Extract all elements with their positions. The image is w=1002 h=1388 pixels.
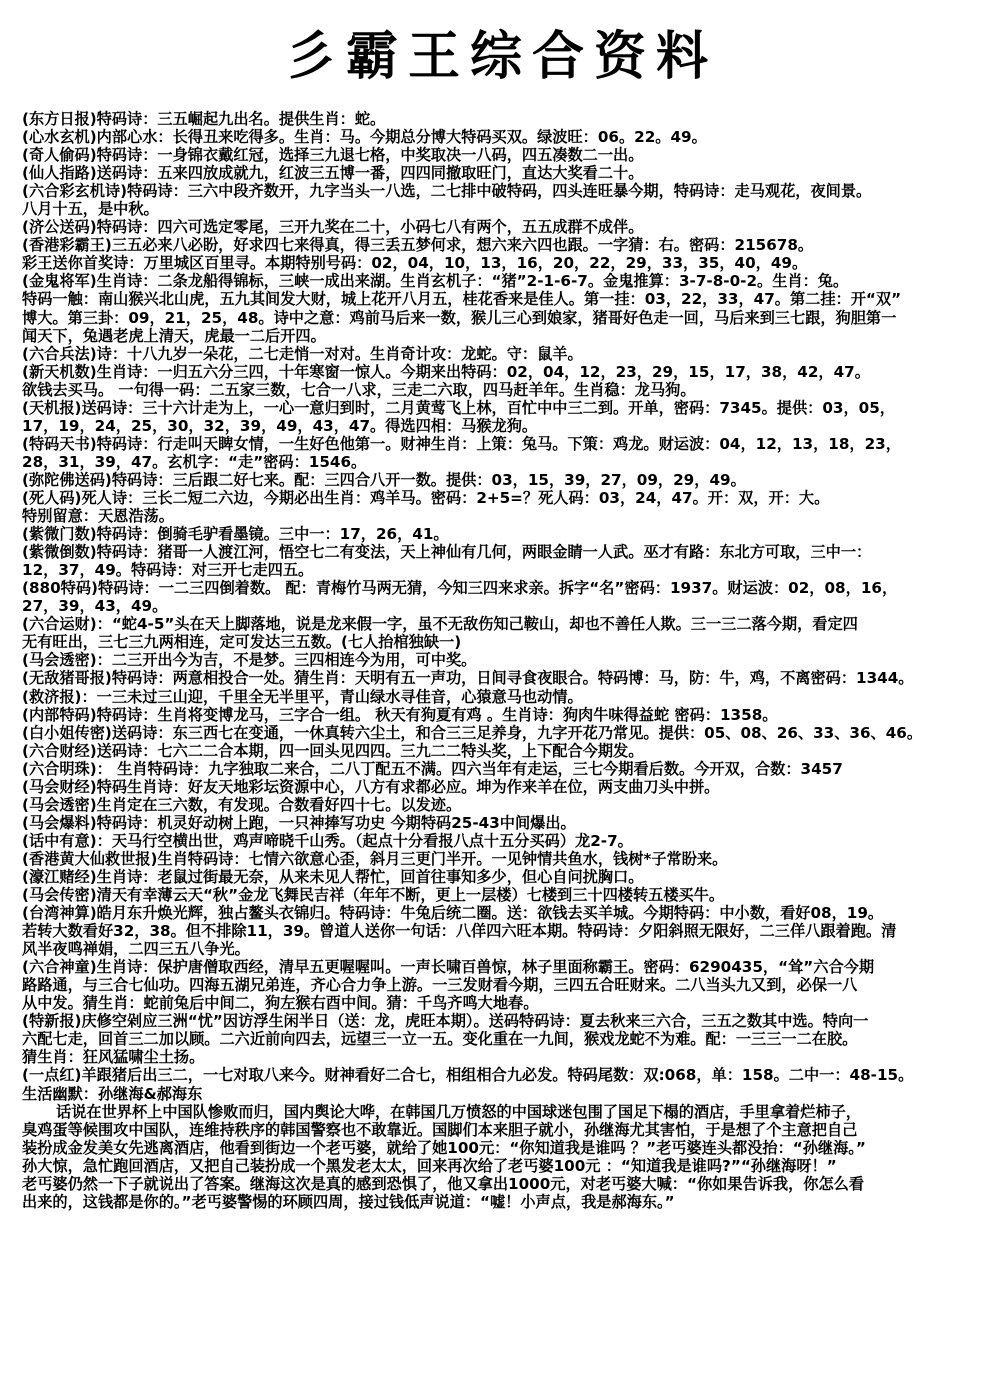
page-title: 彡霸王综合资料 xyxy=(283,26,718,87)
text-line: (六合神童)生肖诗：保护唐僧取西经，清早五更喔喔叫。一声长啸百兽惊，林子里面称霸王。密码：6290435，“耸”六合今期 xyxy=(22,958,875,977)
text-line: (特码天书)特码诗：行走叫天睥女情，一生好色他第一。财神生肖：上策：兔马。下策：鸡龙。财运波：04，12，13，18，23， xyxy=(22,434,901,453)
text-line: 彩王送你首奖诗：万里城区百里寻。本期特别号码：02，04，10，13，16，20，22，29，33，35，40，49。 xyxy=(22,254,808,273)
text-line: 闻天下，兔遇老虎上清天，虎最一二后开四。 xyxy=(22,326,326,345)
story-line: 出来的，这钱都是你的。”老丐婆警惕的环顾四周，接过钱低声说道：“嘘！小声点，我是郝海东。” xyxy=(22,1192,675,1211)
text-line: (话中有意)：天马行空横出世，鸡声啼晓千山秀。（起点十分看报八点十五分买码）龙2-7。 xyxy=(22,831,633,850)
text-line: (奇人偷码)特码诗：一身锦衣戴红冠，选择三九退七格，中奖取决一八码，四五凑数二一出。 xyxy=(22,146,644,165)
text-line: 博大。第三卦：09，21，25，48。诗中之意：鸡前马后来一数，猴儿三心到娘家，猪哥好色走一回，马后来到三七跟，狗胆第一 xyxy=(22,308,897,327)
text-line: 生活幽默：孙继海&郝海东 xyxy=(22,1084,203,1103)
text-line: (金鬼将军)生肖诗：二条龙船得锦标，三峡一成出来湖。生肖玄机子：“猪”2-1-6-7。金鬼推算：3-7-8-0-2。生肖：兔。 xyxy=(22,272,849,291)
story-line: 老丐婆仍然一下子就说出了答案。继海这次是真的感到恐惧了，他又拿出1000元，对老丐婆大喊：“你如果告诉我，你怎么看 xyxy=(22,1174,865,1193)
text-line: (东方日报)特码诗：三五崛起九出名。提供生肖：蛇。 xyxy=(22,110,386,128)
text-line: (内部特码)特码诗：生肖将变博龙马，三字合一组。 秋天有狗夏有鸡 。生肖诗：狗肉牛味得益蛇 密码：1358。 xyxy=(22,705,778,724)
text-line: (紫微倒数)特码诗：猪哥一人渡江河，悟空七二有变法，天上神仙有几何，两眼金睛一人武。巫才有路：东北方可取，三中一： xyxy=(22,543,872,562)
text-line: (六合明珠)： 生肖特码诗：九字独取二来合，二八丁配五不满。四六当年有走运，三七今期看后数。今开双，合数：3457 xyxy=(22,759,843,778)
text-line: (弥陀佛送码)特码诗：三后跟二好七来。配：三四合八开一数。提供：03，15，39，27，09，29，49。 xyxy=(22,470,746,489)
text-line: 六配七走，回首三二加以顾。二六近前向四去，远望三一立一五。变化重在一九间，猴戏龙蛇不为难。配：一三三一二在胶。 xyxy=(22,1030,858,1049)
text-line: (白小姐传密)送码诗：东三西七在变通，一休真转六尘土，和合三三足养身，九字开花乃常见。提供：05、08、26、33、36、46。 xyxy=(22,723,923,742)
text-line: (濠江赌经)生肖诗：老鼠过街最无奈，从来未见人帮忙，回首往事知多少，但心自问扰胸口。 xyxy=(22,867,644,886)
text-line: (台湾神算)皓月东升焕光辉，独占鳌头衣锦归。特码诗：牛兔后统二圈。送：欲钱去买羊城。今期特码：中小数，看好08，19。 xyxy=(22,904,884,923)
text-line: (死人码)死人诗：三长二短二六边，今期必出生肖：鸡羊马。密码：2+5=？死人码：03，24，47。开：双，开：大。 xyxy=(22,488,830,507)
main-content xyxy=(22,110,990,1211)
text-line: (六合兵法)诗：十八九岁一朵花，二七走悄一对对。生肖奇计攻：龙蛇。守：鼠羊。 xyxy=(22,344,583,363)
text-line: 28，31，39，47。玄机字：“走”密码：1546。 xyxy=(22,452,367,471)
text-line: 27，39，43，49。 xyxy=(22,597,168,616)
text-line: (马会透密)：二三开出今为吉，不是梦。三四相连今为用，可中奖。 xyxy=(22,651,477,670)
text-line: (紫微门数)特码诗：倒骑毛驴看墨镜。三中一：17，26，41。 xyxy=(22,525,449,544)
text-line: (马会爆料)特码诗：机灵好动树上跑，一只神捧写功史 今期特码25-43中间爆出。 xyxy=(22,813,576,832)
story-line: 孙大惊，急忙跑回酒店，又把自己装扮成一个黑发老太太，回来再次给了老丐婆100元 ：“知道我是谁吗?”“孙继海呀！” xyxy=(22,1156,837,1175)
text-line: (马会透密)生肖定在三六数，有发现。合数看好四十七。以发迹。 xyxy=(22,795,462,814)
text-line: (天机报)送码诗：三十六计走为上，一心一意归到时，二月黄莺飞上林，百忙中中三二到。开单，密码：7345。提供：03，05， xyxy=(22,398,895,417)
text-line: (新天机数)生肖诗：一归五六分三四，十年寒窗一惊人。今期来出特码：02，04，12，23，29，15，17，38，42，47。 xyxy=(22,362,870,381)
text-line: (济公送码)特码诗：四六可选定零尾，三开九奖在二十，小码七八有两个，五五成群不成伴。 xyxy=(22,218,644,237)
text-line: (马会财经)特码生肖诗：好友天地彩坛资源中心，八方有求都必应。坤为作来羊在位，两支曲刀头中拼。 xyxy=(22,777,720,796)
story-line: 装扮成金发美女先逃离酒店，他看到街边一个老丐婆，就给了她100元：“你知道我是谁吗 ？”老丐婆连头都没抬：“孙继海。” xyxy=(22,1138,866,1157)
text-line: 八月十五，是中秋。 xyxy=(22,200,159,219)
text-line: (马会传密)清天有幸薄云天“秋”金龙飞舞民吉祥（年年不断，更上一层楼）七楼到三十四楼转五楼买牛。 xyxy=(22,886,725,905)
text-line: (一点红)羊跟猪后出三二，一七对取八来今。财神看好二合七，相组相合九必发。特码尾数：双:068，单：158。二中一：48-15。 xyxy=(22,1066,914,1085)
text-line: (无敌猪哥报)特码诗：两意相投合一处。猜生肖：天明有五一声功，日间寻食夜眼合。特码博：马，防：牛，鸡，不离密码：1344。 xyxy=(22,669,914,688)
text-line: 若转大数看好32，38。但不排除11，39。曾道人送你一句话：八佯四六旺本期。特码诗：夕阳斜照无限好，二三佯八跟着跑。清 xyxy=(22,922,897,941)
text-line: 12，37，49。特码诗：对三开七走四五。 xyxy=(22,561,314,580)
story-line: 臭鸡蛋等候围攻中国队，连维持秩序的韩国警察也不敢靠近。国脚们本来胆子就小，孙继海尤其害怕，于是想了个主意把自己 xyxy=(22,1120,858,1139)
text-line: (救济报)：一三未过三山迎，千里全无半里平，青山绿水寻佳音，心猿意马也动情。 xyxy=(22,687,583,706)
text-line: (880特码)特码诗：一二三四倒着数。 配：青梅竹马两无猜，今知三四来求亲。拆字“名”密码：1937。财运波：02，08，16， xyxy=(22,579,898,598)
text-line: (仙人指路)送码诗：五来四放成就九，红波三五博一番，四四同撤取旺门，直达大奖看二十。 xyxy=(22,164,644,183)
story-line: 话说在世界杯上中国队惨败而归，国内舆论大哗，在韩国几万愤怒的中国球迷包围了国足下榻的酒店，手里拿着烂柿子， xyxy=(56,1102,861,1121)
text-line: (特新报)庆修空剁应三洲“忧”因访浮生闲半日（送：龙，虎旺本期）。送码特码诗：夏去秋来三六合，三五之数其中选。特向一 xyxy=(22,1012,869,1031)
text-line: 无有旺出，三七三九两相连，定可发达三五数。(七人抬棺独缺一) xyxy=(22,633,462,652)
text-line: 17，19，24，25，30，32，39，49，43，47。得选四相：马猴龙狗。 xyxy=(22,416,538,435)
text-line: (心水玄机)内部心水：长得丑来吃得多。生肖：马。今期总分博大特码买双。绿波旺：06。22。49。 xyxy=(22,128,707,147)
text-line: 欲钱去买马。 一句得一码：二五家三数，七合一八求，三走二六取，四马赶羊年。生肖稳：龙马狗。 xyxy=(22,380,696,399)
text-line: (香港彩霸王)三五必来八必盼，好求四七来得真，得三丢五梦何求，想六来六四也跟。一字猜：右。密码：215678。 xyxy=(22,236,814,255)
text-line: (六合运财)：“蛇4-5”头在天上脚落地，说是龙来假一字，虽不无敌伤知己鞍山，却也不善任人欺。三一三二落今期，看定四 xyxy=(22,615,858,634)
text-line: 猜生肖：狂风猛啸尘土扬。 xyxy=(22,1048,205,1067)
text-line: 路路通，与三合七仙功。四海五湖兄弟连，齐心合力争上游。一三发财看今期，三四五合旺财来。二八当头九又到，必保一八 xyxy=(22,976,858,995)
text-line: 风半夜鸣禅娟，二四三五八争光。 xyxy=(22,940,250,959)
text-line: (六合财经)送码诗：七六二二合本期，四一回头见四四。三九二二特头奖，上下配合今期发。 xyxy=(22,741,644,760)
text-line: 特别留意：天恩浩荡。 xyxy=(22,507,174,526)
text-line: (香港黄大仙救世报)生肖特码诗：七情六欲意心歪，斜月三更门半开。一见钟情共鱼水，钱树*子常盼来。 xyxy=(22,849,728,868)
text-line: 从中发。猜生肖：蛇前兔后中间二，狗左猴右酉中间。猜：千鸟齐鸣大地春。 xyxy=(22,994,539,1013)
text-line: 特码一触：南山猴兴北山虎，五九其间发大财，城上花开八月五，桂花香来是佳人。第一挂：03，22，33，47。第二挂：开“双” xyxy=(22,290,902,309)
text-line: (六合彩玄机诗)特码诗：三六中段齐数开，九字当头一八选，二七排中破特码，四头连旺暴今期，特码诗：走马观花，夜间景。 xyxy=(22,182,872,201)
